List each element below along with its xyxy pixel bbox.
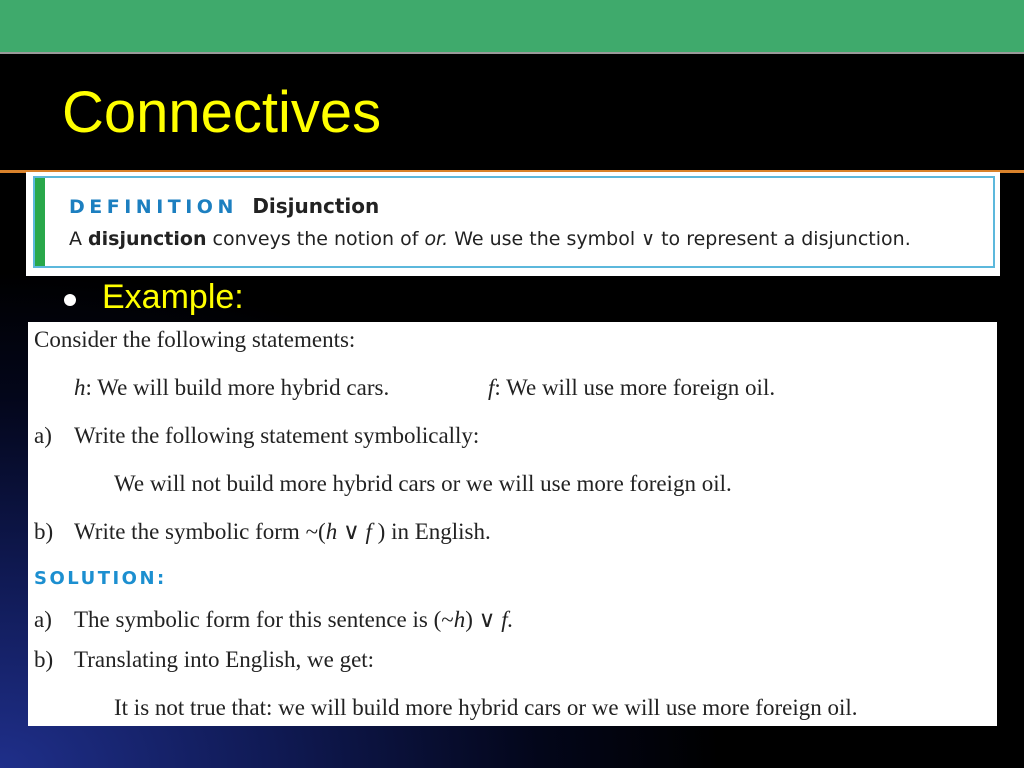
- top-divider: [0, 52, 1024, 54]
- definition-frame: [33, 176, 995, 268]
- definition-text-b: conveys the notion of: [206, 228, 425, 250]
- part-a-text: Write the following statement symbolically:: [74, 423, 480, 448]
- definition-italic-or: or.: [424, 228, 449, 250]
- example-panel: [28, 322, 997, 726]
- statement-f-text: : We will use more foreign oil.: [494, 375, 776, 400]
- part-b-text: [74, 519, 491, 545]
- solution-a-f: f.: [501, 607, 514, 632]
- definition-text-c: We use the symbol ∨ to represent a disjunction.: [448, 228, 911, 250]
- solution-a-h: h: [453, 607, 466, 632]
- definition-bold-term: disjunction: [88, 228, 207, 250]
- top-color-band: [0, 0, 1024, 52]
- definition-accent-bar: [35, 178, 45, 266]
- definition-text: [69, 228, 911, 250]
- part-b-text-1: Write the symbolic form ~(: [74, 519, 326, 544]
- solution-a-text-1: The symbolic form for this sentence is (~: [74, 607, 454, 632]
- definition-term: Disjunction: [252, 194, 380, 218]
- solution-b-label: b): [34, 647, 54, 672]
- definition-label: DEFINITION: [69, 196, 238, 218]
- solution-b-statement: It is not true that: we will build more hybrid cars or we will use more foreign oil.: [114, 695, 858, 720]
- bullet-dot-icon: [64, 294, 76, 306]
- slide-title: Connectives: [62, 80, 382, 145]
- statement-f: [488, 375, 775, 401]
- part-b-or: ∨: [337, 519, 366, 544]
- statement-f-var: f: [488, 375, 495, 400]
- example-intro: Consider the following statements:: [34, 327, 356, 352]
- part-a-statement: We will not build more hybrid cars or we will use more foreign oil.: [114, 471, 732, 496]
- solution-a-label: a): [34, 607, 52, 632]
- statement-h-var: h: [74, 375, 86, 400]
- solution-a-text: [74, 607, 513, 633]
- statement-h: [74, 375, 389, 401]
- statement-h-text: : We will build more hybrid cars.: [85, 375, 390, 400]
- part-a-label: a): [34, 423, 52, 448]
- part-b-label: b): [34, 519, 54, 544]
- bullet-text: Example:: [102, 278, 244, 316]
- definition-heading: [69, 194, 379, 218]
- solution-b-text: Translating into English, we get:: [74, 647, 375, 672]
- part-b-f: f: [365, 519, 372, 544]
- solution-a-text-2: ) ∨: [465, 607, 502, 632]
- definition-text-a: A: [69, 228, 89, 250]
- part-b-text-2: ) in English.: [371, 519, 491, 544]
- part-b-h: h: [325, 519, 338, 544]
- solution-label: SOLUTION:: [34, 568, 167, 589]
- definition-panel: [26, 172, 1000, 276]
